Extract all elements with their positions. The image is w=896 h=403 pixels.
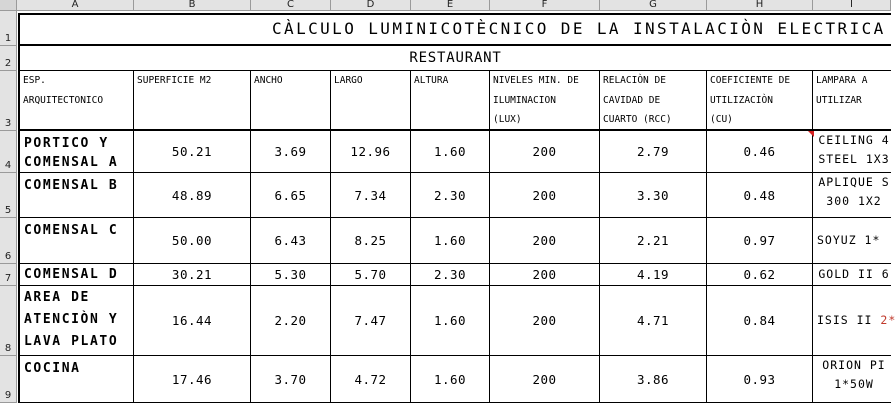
cell-largo[interactable]: 7.47 <box>331 286 411 356</box>
comment-indicator-icon[interactable] <box>808 131 814 137</box>
header-superficie[interactable] <box>134 71 251 131</box>
header-largo-line1: LARGO <box>334 75 363 86</box>
space-name-line: PORTICO Y <box>24 136 109 151</box>
subtitle-cell[interactable]: RESTAURANT <box>18 46 891 71</box>
header-cu[interactable] <box>707 71 813 131</box>
cell-niveles[interactable]: 200 <box>490 264 600 286</box>
cell-rcc[interactable]: 3.86 <box>600 356 707 403</box>
row-header-5[interactable]: 5 <box>0 173 17 218</box>
row-header-9[interactable]: 9 <box>0 356 17 403</box>
cell-superficie[interactable]: 50.21 <box>134 131 251 173</box>
column-header-c[interactable]: C <box>251 0 331 10</box>
row-header-6[interactable]: 6 <box>0 218 17 264</box>
cell-largo[interactable]: 7.34 <box>331 173 411 218</box>
cell-altura[interactable]: 2.30 <box>411 173 490 218</box>
lampara-line: ORION PI <box>822 358 886 372</box>
select-all-corner[interactable] <box>0 0 17 11</box>
column-header-f[interactable]: F <box>490 0 600 10</box>
cell-altura[interactable]: 1.60 <box>411 131 490 173</box>
cell-lampara[interactable] <box>813 286 896 356</box>
cell-ancho[interactable]: 6.65 <box>251 173 331 218</box>
cell-superficie[interactable]: 50.00 <box>134 218 251 264</box>
header-lampara-line2: UTILIZAR <box>816 94 862 106</box>
lampara-line: 1*50W <box>834 377 874 391</box>
header-esp-line1: ESP. <box>23 75 46 86</box>
cell-ancho[interactable]: 5.30 <box>251 264 331 286</box>
header-superficie-line1: SUPERFICIE M2 <box>137 75 212 86</box>
cell-niveles[interactable]: 200 <box>490 131 600 173</box>
header-rcc-line3: CUARTO (RCC) <box>603 114 672 125</box>
cell-lampara[interactable] <box>813 264 891 286</box>
cell-cu[interactable]: 0.93 <box>707 356 813 403</box>
cell-space-name[interactable] <box>18 356 134 403</box>
cell-rcc[interactable]: 4.19 <box>600 264 707 286</box>
cell-largo[interactable]: 5.70 <box>331 264 411 286</box>
cell-cu[interactable]: 0.84 <box>707 286 813 356</box>
cell-largo[interactable]: 4.72 <box>331 356 411 403</box>
space-name-line: COMENSAL D <box>24 267 119 282</box>
cell-superficie[interactable]: 30.21 <box>134 264 251 286</box>
header-niveles-line3: (LUX) <box>493 114 522 125</box>
header-cu-line2: UTILIZACIÒN <box>710 94 773 106</box>
cell-cu[interactable]: 0.46 <box>707 131 813 173</box>
header-rcc-line1: RELACIÒN DE <box>603 75 666 86</box>
cell-altura[interactable]: 1.60 <box>411 286 490 356</box>
cell-space-name[interactable] <box>18 264 134 286</box>
row-header-1[interactable]: 1 <box>0 11 17 46</box>
cell-altura[interactable]: 1.60 <box>411 356 490 403</box>
cell-superficie[interactable]: 48.89 <box>134 173 251 218</box>
space-name-line: COMENSAL B <box>24 178 119 193</box>
header-niveles-line2: ILUMINACION <box>493 94 556 106</box>
cell-space-name[interactable] <box>18 173 134 218</box>
cell-space-name[interactable] <box>18 131 134 173</box>
column-header-d[interactable]: D <box>331 0 411 10</box>
cell-lampara[interactable] <box>813 131 891 173</box>
header-ancho-line1: ANCHO <box>254 75 283 86</box>
header-niveles-line1: NIVELES MIN. DE <box>493 75 579 86</box>
column-header-e[interactable]: E <box>411 0 490 10</box>
cell-altura[interactable]: 1.60 <box>411 218 490 264</box>
cell-space-name[interactable] <box>18 286 134 356</box>
cell-niveles[interactable]: 200 <box>490 173 600 218</box>
cell-cu[interactable]: 0.97 <box>707 218 813 264</box>
cell-altura[interactable]: 2.30 <box>411 264 490 286</box>
header-altura-line1: ALTURA <box>414 75 449 86</box>
column-header-b[interactable]: B <box>134 0 251 10</box>
column-header-h[interactable]: H <box>707 0 813 10</box>
header-lampara-line1: LAMPARA A <box>816 75 868 86</box>
cell-niveles[interactable]: 200 <box>490 356 600 403</box>
cell-space-name[interactable] <box>18 218 134 264</box>
row-header-3[interactable]: 3 <box>0 71 17 131</box>
lampara-line: APLIQUE S <box>818 175 890 189</box>
row-header-7[interactable]: 7 <box>0 264 17 286</box>
space-name-line: ATENCIÒN Y <box>24 312 119 327</box>
space-name-line: LAVA PLATO <box>24 334 119 349</box>
cell-lampara[interactable] <box>813 218 891 264</box>
cell-largo[interactable]: 12.96 <box>331 131 411 173</box>
cell-ancho[interactable]: 3.70 <box>251 356 331 403</box>
cell-superficie[interactable]: 17.46 <box>134 356 251 403</box>
header-niveles[interactable] <box>490 71 600 131</box>
sheet-title: CÀLCULO LUMINICOTÈCNICO DE LA INSTALACIÒN ELECTRICA <box>272 19 886 38</box>
cell-rcc[interactable]: 3.30 <box>600 173 707 218</box>
space-name-line: COMENSAL A <box>24 155 119 170</box>
row-header-8[interactable]: 8 <box>0 286 17 356</box>
cell-ancho[interactable]: 2.20 <box>251 286 331 356</box>
lampara-line: ISIS II <box>817 313 881 327</box>
header-esp-line2: ARQUITECTONICO <box>23 94 104 106</box>
header-ancho[interactable] <box>251 71 331 131</box>
cell-largo[interactable]: 8.25 <box>331 218 411 264</box>
column-header-a[interactable]: A <box>17 0 134 10</box>
column-header-i[interactable]: I <box>813 0 891 10</box>
space-name-line: COMENSAL C <box>24 223 119 238</box>
space-name-line: COCINA <box>24 361 81 376</box>
cell-lampara[interactable] <box>813 173 891 218</box>
cell-cu[interactable]: 0.48 <box>707 173 813 218</box>
lampara-highlight: 2* <box>880 313 896 327</box>
cell-rcc[interactable]: 2.79 <box>600 131 707 173</box>
cell-niveles[interactable]: 200 <box>490 286 600 356</box>
header-cu-line3: (CU) <box>710 114 733 125</box>
cell-lampara[interactable] <box>813 356 891 403</box>
column-header-g[interactable]: G <box>600 0 707 10</box>
header-esp[interactable] <box>18 71 134 131</box>
header-rcc-line2: CAVIDAD DE <box>603 94 661 106</box>
cell-rcc[interactable]: 2.21 <box>600 218 707 264</box>
cell-ancho[interactable]: 6.43 <box>251 218 331 264</box>
lampara-line: SOYUZ 1* <box>817 233 881 247</box>
row-header-4[interactable]: 4 <box>0 131 17 173</box>
lampara-line: STEEL 1X3 <box>818 152 890 166</box>
header-rcc[interactable] <box>600 71 707 131</box>
cell-superficie[interactable]: 16.44 <box>134 286 251 356</box>
lampara-line: GOLD II 6 <box>818 267 890 281</box>
cell-niveles[interactable]: 200 <box>490 218 600 264</box>
cell-ancho[interactable]: 3.69 <box>251 131 331 173</box>
cell-cu[interactable]: 0.62 <box>707 264 813 286</box>
cell-rcc[interactable]: 4.71 <box>600 286 707 356</box>
lampara-line: CEILING 4 <box>818 133 890 147</box>
header-cu-line1: COEFICIENTE DE <box>710 75 791 86</box>
space-name-line: AREA DE <box>24 290 90 305</box>
header-altura[interactable] <box>411 71 490 131</box>
header-lampara[interactable] <box>813 71 891 131</box>
row-header-2[interactable]: 2 <box>0 46 17 71</box>
lampara-line: 300 1X2 <box>826 194 882 208</box>
header-largo[interactable] <box>331 71 411 131</box>
